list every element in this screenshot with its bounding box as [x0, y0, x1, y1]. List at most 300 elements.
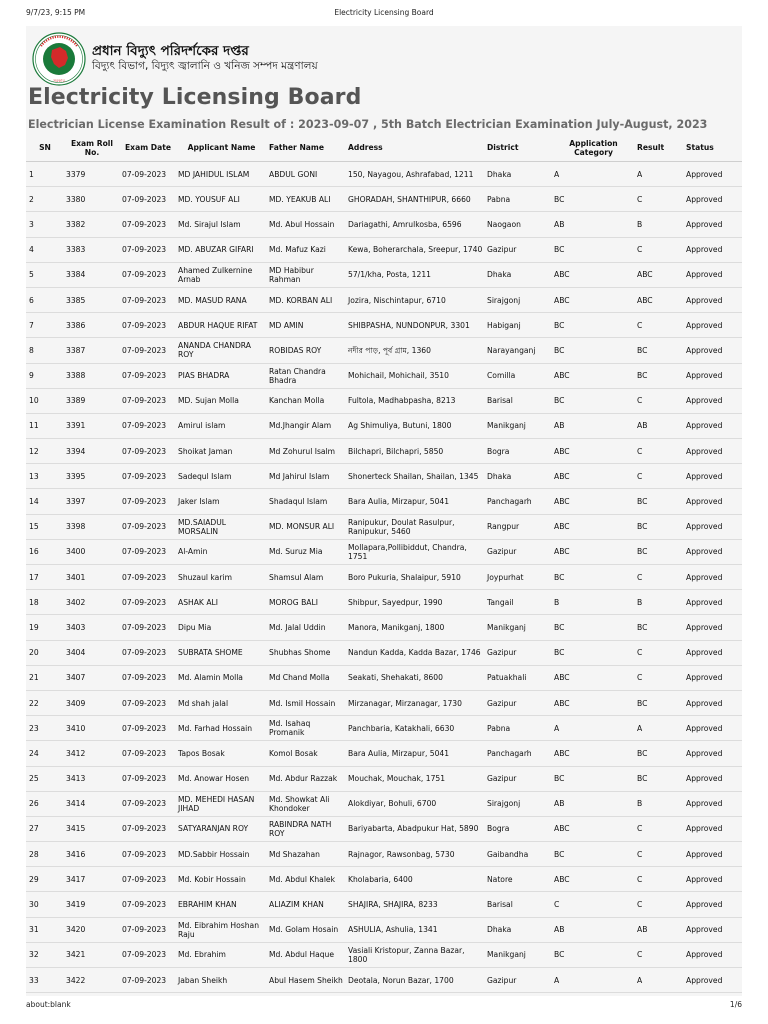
table-header-row	[26, 136, 742, 162]
col-header-father: Father Name	[267, 136, 346, 162]
cell-result: C	[635, 565, 684, 590]
cell-roll: 3414	[64, 791, 120, 816]
table-row	[26, 917, 742, 942]
cell-applicant: Md. Kobir Hossain	[176, 867, 267, 892]
cell-address: Bara Aulia, Mirzapur, 5041	[346, 741, 485, 766]
cell-roll: 3380	[64, 187, 120, 212]
cell-father: Md. Golam Hosain	[267, 917, 346, 942]
table-row	[26, 287, 742, 312]
cell-status: Approved	[684, 413, 742, 438]
cell-district: Naogaon	[485, 212, 552, 237]
cell-district: Bogra	[485, 816, 552, 841]
table-row	[26, 565, 742, 590]
cell-father: MD. KORBAN ALI	[267, 287, 346, 312]
print-footer	[26, 1000, 742, 1012]
table-row	[26, 539, 742, 564]
table-row	[26, 640, 742, 665]
cell-category: BC	[552, 187, 635, 212]
table-row	[26, 363, 742, 388]
cell-district: Habiganj	[485, 313, 552, 338]
cell-category: C	[552, 892, 635, 917]
cell-roll: 3394	[64, 439, 120, 464]
cell-applicant: Sadequl Islam	[176, 464, 267, 489]
cell-result: ABC	[635, 262, 684, 287]
cell-date: 07-09-2023	[120, 565, 176, 590]
cell-address: GHORADAH, SHANTHIPUR, 6660	[346, 187, 485, 212]
cell-district: Barisal	[485, 892, 552, 917]
cell-status: Approved	[684, 489, 742, 514]
cell-result: AB	[635, 413, 684, 438]
cell-sn: 13	[26, 464, 64, 489]
cell-roll: 3417	[64, 867, 120, 892]
cell-father: ALIAZIM KHAN	[267, 892, 346, 917]
cell-father: Md.Jhangir Alam	[267, 413, 346, 438]
cell-father: Md Chand Molla	[267, 665, 346, 690]
cell-category: ABC	[552, 489, 635, 514]
cell-date: 07-09-2023	[120, 942, 176, 967]
cell-category: BC	[552, 338, 635, 363]
cell-roll: 3385	[64, 287, 120, 312]
cell-result: C	[635, 388, 684, 413]
cell-category: AB	[552, 917, 635, 942]
cell-father: Md. Abdul Haque	[267, 942, 346, 967]
cell-roll: 3407	[64, 665, 120, 690]
cell-sn: 29	[26, 867, 64, 892]
cell-status: Approved	[684, 539, 742, 564]
col-header-district: District	[485, 136, 552, 162]
cell-applicant: SATYARANJAN ROY	[176, 816, 267, 841]
cell-sn: 24	[26, 741, 64, 766]
cell-applicant: Md. Farhad Hossain	[176, 716, 267, 741]
cell-address: Fultola, Madhabpasha, 8213	[346, 388, 485, 413]
cell-father: Md Zohurul Isalm	[267, 439, 346, 464]
document-page	[26, 26, 742, 996]
cell-status: Approved	[684, 892, 742, 917]
col-header-status: Status	[684, 136, 742, 162]
cell-result: C	[635, 439, 684, 464]
table-row	[26, 464, 742, 489]
cell-category: ABC	[552, 439, 635, 464]
cell-father: Kanchan Molla	[267, 388, 346, 413]
cell-sn: 30	[26, 892, 64, 917]
cell-applicant: Shuzaul karim	[176, 565, 267, 590]
cell-category: ABC	[552, 867, 635, 892]
cell-roll: 3404	[64, 640, 120, 665]
cell-sn: 22	[26, 690, 64, 715]
table-row	[26, 338, 742, 363]
cell-address: Jozira, Nischintapur, 6710	[346, 287, 485, 312]
cell-status: Approved	[684, 262, 742, 287]
cell-district: Joypurhat	[485, 565, 552, 590]
cell-result: BC	[635, 741, 684, 766]
cell-date: 07-09-2023	[120, 489, 176, 514]
cell-father: Md. Abul Hossain	[267, 212, 346, 237]
cell-applicant: MD. Sujan Molla	[176, 388, 267, 413]
cell-date: 07-09-2023	[120, 816, 176, 841]
cell-category: AB	[552, 791, 635, 816]
cell-status: Approved	[684, 565, 742, 590]
cell-applicant: EBRAHIM KHAN	[176, 892, 267, 917]
cell-father: Md. Abdul Khalek	[267, 867, 346, 892]
cell-roll: 3382	[64, 212, 120, 237]
cell-sn: 21	[26, 665, 64, 690]
cell-result: B	[635, 791, 684, 816]
cell-district: Narayanganj	[485, 338, 552, 363]
cell-applicant: Md. Anowar Hosen	[176, 766, 267, 791]
cell-result: B	[635, 590, 684, 615]
cell-district: Bogra	[485, 439, 552, 464]
cell-district: Patuakhali	[485, 665, 552, 690]
cell-applicant: Jaban Sheikh	[176, 968, 267, 993]
cell-applicant: Tapos Bosak	[176, 741, 267, 766]
cell-address: Shonerteck Shailan, Shailan, 1345	[346, 464, 485, 489]
cell-category: ABC	[552, 665, 635, 690]
cell-applicant: MD.SAIADUL MORSALIN	[176, 514, 267, 539]
cell-category: BC	[552, 766, 635, 791]
cell-roll: 3421	[64, 942, 120, 967]
cell-roll: 3379	[64, 162, 120, 187]
cell-category: ABC	[552, 741, 635, 766]
cell-address: Alokdiyar, Bohuli, 6700	[346, 791, 485, 816]
department-name: প্রধান বিদ্যুৎ পরিদর্শকের দপ্তর	[92, 43, 249, 59]
cell-applicant: Md. Ebrahim	[176, 942, 267, 967]
cell-address: Mouchak, Mouchak, 1751	[346, 766, 485, 791]
cell-address: Deotala, Norun Bazar, 1700	[346, 968, 485, 993]
cell-father: Ratan Chandra Bhadra	[267, 363, 346, 388]
cell-roll: 3419	[64, 892, 120, 917]
cell-address: Mohichail, Mohichail, 3510	[346, 363, 485, 388]
cell-address: Seakati, Shehakati, 8600	[346, 665, 485, 690]
cell-address: Mirzanagar, Mirzanagar, 1730	[346, 690, 485, 715]
table-row	[26, 968, 742, 993]
cell-roll: 3395	[64, 464, 120, 489]
cell-address: Nandun Kadda, Kadda Bazar, 1746	[346, 640, 485, 665]
cell-applicant: PIAS BHADRA	[176, 363, 267, 388]
cell-district: Dhaka	[485, 464, 552, 489]
cell-category: BC	[552, 388, 635, 413]
cell-result: A	[635, 162, 684, 187]
col-header-applicant: Applicant Name	[176, 136, 267, 162]
cell-sn: 26	[26, 791, 64, 816]
cell-roll: 3420	[64, 917, 120, 942]
results-table	[26, 136, 742, 993]
cell-applicant: MD. YOUSUF ALI	[176, 187, 267, 212]
cell-address: Shibpur, Sayedpur, 1990	[346, 590, 485, 615]
cell-sn: 12	[26, 439, 64, 464]
cell-result: ABC	[635, 287, 684, 312]
cell-applicant: MD JAHIDUL ISLAM	[176, 162, 267, 187]
cell-date: 07-09-2023	[120, 363, 176, 388]
cell-applicant: Jaker Islam	[176, 489, 267, 514]
cell-roll: 3386	[64, 313, 120, 338]
table-row	[26, 842, 742, 867]
cell-status: Approved	[684, 867, 742, 892]
cell-applicant: ANANDA CHANDRA ROY	[176, 338, 267, 363]
cell-father: Md Shazahan	[267, 842, 346, 867]
cell-district: Dhaka	[485, 917, 552, 942]
cell-roll: 3391	[64, 413, 120, 438]
cell-father: Abul Hasem Sheikh	[267, 968, 346, 993]
cell-district: Sirajgonj	[485, 791, 552, 816]
print-page-title: Electricity Licensing Board	[334, 8, 434, 17]
cell-result: C	[635, 942, 684, 967]
cell-category: ABC	[552, 287, 635, 312]
cell-roll: 3415	[64, 816, 120, 841]
cell-district: Sirajgonj	[485, 287, 552, 312]
cell-district: Manikganj	[485, 413, 552, 438]
cell-sn: 7	[26, 313, 64, 338]
cell-sn: 31	[26, 917, 64, 942]
cell-roll: 3410	[64, 716, 120, 741]
table-row	[26, 716, 742, 741]
cell-category: AB	[552, 413, 635, 438]
cell-status: Approved	[684, 162, 742, 187]
cell-district: Manikganj	[485, 942, 552, 967]
col-header-address: Address	[346, 136, 485, 162]
cell-date: 07-09-2023	[120, 212, 176, 237]
cell-father: RABINDRA NATH ROY	[267, 816, 346, 841]
cell-address: SHIBPASHA, NUNDONPUR, 3301	[346, 313, 485, 338]
cell-date: 07-09-2023	[120, 413, 176, 438]
cell-district: Natore	[485, 867, 552, 892]
cell-status: Approved	[684, 690, 742, 715]
cell-father: Md. Mafuz Kazi	[267, 237, 346, 262]
cell-date: 07-09-2023	[120, 842, 176, 867]
cell-district: Gazipur	[485, 237, 552, 262]
cell-district: Tangail	[485, 590, 552, 615]
cell-address: Kewa, Boherarchala, Sreepur, 1740	[346, 237, 485, 262]
table-row	[26, 162, 742, 187]
cell-district: Gazipur	[485, 690, 552, 715]
table-row	[26, 212, 742, 237]
cell-result: A	[635, 716, 684, 741]
cell-result: AB	[635, 917, 684, 942]
cell-status: Approved	[684, 816, 742, 841]
cell-status: Approved	[684, 791, 742, 816]
cell-category: ABC	[552, 690, 635, 715]
cell-address: Bariyabarta, Abadpukur Hat, 5890	[346, 816, 485, 841]
cell-category: BC	[552, 615, 635, 640]
table-row	[26, 766, 742, 791]
cell-date: 07-09-2023	[120, 968, 176, 993]
cell-roll: 3416	[64, 842, 120, 867]
cell-date: 07-09-2023	[120, 917, 176, 942]
cell-roll: 3387	[64, 338, 120, 363]
cell-address: Ag Shimuliya, Butuni, 1800	[346, 413, 485, 438]
cell-category: BC	[552, 842, 635, 867]
cell-date: 07-09-2023	[120, 716, 176, 741]
cell-status: Approved	[684, 665, 742, 690]
cell-status: Approved	[684, 716, 742, 741]
cell-result: C	[635, 237, 684, 262]
cell-district: Barisal	[485, 388, 552, 413]
cell-result: C	[635, 892, 684, 917]
cell-sn: 11	[26, 413, 64, 438]
cell-result: C	[635, 665, 684, 690]
cell-address: SHAJIRA, SHAJIRA, 8233	[346, 892, 485, 917]
cell-address: নদীর পাড়, পূর্ব গ্রাম, 1360	[346, 338, 485, 363]
cell-category: BC	[552, 942, 635, 967]
cell-result: BC	[635, 338, 684, 363]
cell-sn: 15	[26, 514, 64, 539]
cell-father: ABDUL GONI	[267, 162, 346, 187]
cell-applicant: Md shah jalal	[176, 690, 267, 715]
cell-date: 07-09-2023	[120, 615, 176, 640]
cell-date: 07-09-2023	[120, 590, 176, 615]
cell-sn: 5	[26, 262, 64, 287]
cell-applicant: MD. MASUD RANA	[176, 287, 267, 312]
cell-applicant: Al-Amin	[176, 539, 267, 564]
cell-roll: 3397	[64, 489, 120, 514]
print-header	[26, 8, 742, 20]
cell-district: Dhaka	[485, 162, 552, 187]
cell-sn: 16	[26, 539, 64, 564]
cell-sn: 32	[26, 942, 64, 967]
cell-district: Panchagarh	[485, 741, 552, 766]
cell-sn: 8	[26, 338, 64, 363]
cell-category: ABC	[552, 816, 635, 841]
cell-address: Panchbaria, Katakhali, 6630	[346, 716, 485, 741]
cell-address: Ranipukur, Doulat Rasulpur, Ranipukur, 5460	[346, 514, 485, 539]
cell-address: Manora, Manikganj, 1800	[346, 615, 485, 640]
cell-date: 07-09-2023	[120, 262, 176, 287]
cell-sn: 14	[26, 489, 64, 514]
table-row	[26, 665, 742, 690]
cell-result: BC	[635, 539, 684, 564]
cell-date: 07-09-2023	[120, 439, 176, 464]
cell-father: Shadaqul Islam	[267, 489, 346, 514]
seal-text: সরকার	[53, 78, 65, 83]
cell-applicant: Md. Alamin Molla	[176, 665, 267, 690]
cell-address: Bilchapri, Bilchapri, 5850	[346, 439, 485, 464]
cell-district: Gazipur	[485, 539, 552, 564]
cell-father: MOROG BALI	[267, 590, 346, 615]
cell-status: Approved	[684, 615, 742, 640]
ministry-name: বিদ্যুৎ বিভাগ, বিদ্যুৎ জ্বালানি ও খনিজ সম্পদ মন্ত্রণালয়	[92, 60, 318, 72]
cell-result: C	[635, 816, 684, 841]
col-header-sn: SN	[26, 136, 64, 162]
cell-category: ABC	[552, 514, 635, 539]
table-row	[26, 413, 742, 438]
cell-district: Manikganj	[485, 615, 552, 640]
cell-status: Approved	[684, 640, 742, 665]
cell-category: A	[552, 162, 635, 187]
cell-roll: 3402	[64, 590, 120, 615]
cell-category: A	[552, 968, 635, 993]
cell-result: C	[635, 842, 684, 867]
cell-category: ABC	[552, 539, 635, 564]
cell-district: Gaibandha	[485, 842, 552, 867]
cell-father: Md Jahirul Islam	[267, 464, 346, 489]
cell-roll: 3422	[64, 968, 120, 993]
cell-district: Dhaka	[485, 262, 552, 287]
cell-district: Gazipur	[485, 766, 552, 791]
cell-status: Approved	[684, 766, 742, 791]
table-row	[26, 514, 742, 539]
table-row	[26, 439, 742, 464]
cell-applicant: MD. MEHEDI HASAN JIHAD	[176, 791, 267, 816]
cell-result: A	[635, 968, 684, 993]
cell-sn: 6	[26, 287, 64, 312]
cell-status: Approved	[684, 187, 742, 212]
government-seal-icon	[32, 32, 86, 86]
cell-address: Vasiali Kristopur, Zanna Bazar, 1800	[346, 942, 485, 967]
cell-sn: 17	[26, 565, 64, 590]
cell-address: Boro Pukuria, Shalaipur, 5910	[346, 565, 485, 590]
cell-district: Gazipur	[485, 640, 552, 665]
cell-roll: 3403	[64, 615, 120, 640]
cell-result: BC	[635, 766, 684, 791]
cell-sn: 3	[26, 212, 64, 237]
cell-sn: 25	[26, 766, 64, 791]
cell-roll: 3413	[64, 766, 120, 791]
cell-roll: 3412	[64, 741, 120, 766]
cell-sn: 9	[26, 363, 64, 388]
cell-result: B	[635, 212, 684, 237]
table-row	[26, 262, 742, 287]
cell-district: Comilla	[485, 363, 552, 388]
cell-category: BC	[552, 313, 635, 338]
cell-result: C	[635, 867, 684, 892]
cell-result: BC	[635, 363, 684, 388]
cell-roll: 3388	[64, 363, 120, 388]
cell-roll: 3409	[64, 690, 120, 715]
cell-date: 07-09-2023	[120, 791, 176, 816]
table-row	[26, 816, 742, 841]
cell-roll: 3400	[64, 539, 120, 564]
cell-address: Mollapara,Pollibiddut, Chandra, 1751	[346, 539, 485, 564]
cell-roll: 3389	[64, 388, 120, 413]
cell-status: Approved	[684, 212, 742, 237]
col-header-roll: Exam Roll No.	[64, 136, 120, 162]
page-title: Electricity Licensing Board	[28, 85, 362, 110]
cell-status: Approved	[684, 313, 742, 338]
col-header-date: Exam Date	[120, 136, 176, 162]
cell-category: B	[552, 590, 635, 615]
cell-date: 07-09-2023	[120, 741, 176, 766]
cell-district: Panchagarh	[485, 489, 552, 514]
cell-father: Md. Abdur Razzak	[267, 766, 346, 791]
cell-address: 150, Nayagou, Ashrafabad, 1211	[346, 162, 485, 187]
cell-father: MD AMIN	[267, 313, 346, 338]
cell-sn: 19	[26, 615, 64, 640]
table-row	[26, 590, 742, 615]
cell-sn: 1	[26, 162, 64, 187]
cell-father: Md. Showkat Ali Khondoker	[267, 791, 346, 816]
cell-status: Approved	[684, 590, 742, 615]
cell-sn: 23	[26, 716, 64, 741]
cell-status: Approved	[684, 917, 742, 942]
cell-father: Md. Ismil Hossain	[267, 690, 346, 715]
cell-applicant: MD.Sabbir Hossain	[176, 842, 267, 867]
cell-date: 07-09-2023	[120, 640, 176, 665]
cell-status: Approved	[684, 968, 742, 993]
cell-status: Approved	[684, 388, 742, 413]
cell-result: C	[635, 640, 684, 665]
cell-address: Bara Aulia, Mirzapur, 5041	[346, 489, 485, 514]
cell-applicant: Ahamed Zulkernine Arnab	[176, 262, 267, 287]
cell-father: Shubhas Shome	[267, 640, 346, 665]
table-row	[26, 615, 742, 640]
cell-father: ROBIDAS ROY	[267, 338, 346, 363]
cell-status: Approved	[684, 842, 742, 867]
cell-sn: 28	[26, 842, 64, 867]
cell-roll: 3384	[64, 262, 120, 287]
result-subtitle: Electrician License Examination Result of : 2023-09-07 , 5th Batch Electrician Examination July-August, 2023	[28, 118, 708, 131]
cell-result: BC	[635, 489, 684, 514]
brand-header	[30, 32, 530, 86]
cell-status: Approved	[684, 439, 742, 464]
